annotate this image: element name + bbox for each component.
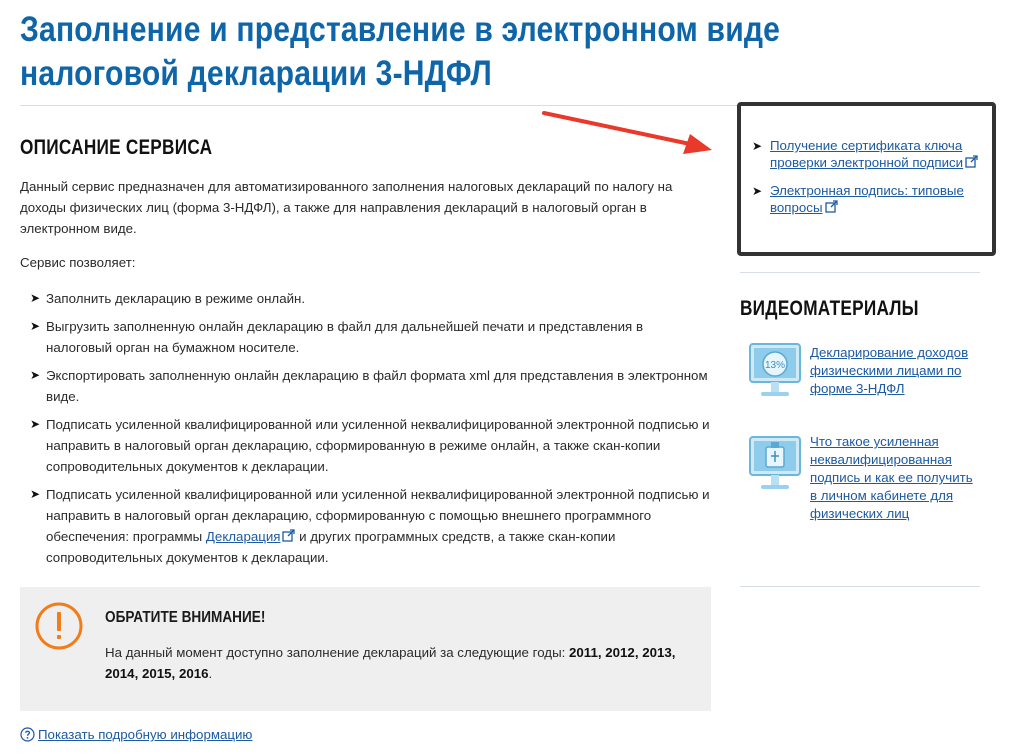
- more-info-link[interactable]: Показать подробную информацию: [38, 727, 253, 742]
- question-circle-icon[interactable]: [20, 727, 35, 742]
- feature-item: [30, 484, 710, 568]
- bullet-arrow-icon: ➤: [30, 487, 41, 501]
- svg-text:13%: 13%: [764, 360, 786, 371]
- notice-years: 2011, 2012, 2013, 2014, 2015, 2016: [105, 645, 676, 681]
- bullet-arrow-icon: ➤: [752, 184, 763, 198]
- sidebar-link-item: [750, 182, 990, 216]
- sidebar-divider: [740, 272, 980, 273]
- notice-text: [105, 642, 695, 684]
- sidebar-divider: [740, 586, 980, 587]
- video-link-3ndfl[interactable]: Декларирование доходов физическими лицами по форме 3-НДФЛ: [810, 345, 969, 396]
- monitor-usb-key-icon[interactable]: [744, 433, 806, 503]
- certificate-link[interactable]: Получение сертификата ключа проверки электронной подписи: [770, 138, 964, 170]
- feature-text: Заполнить декларацию в режиме онлайн.: [46, 291, 306, 306]
- feature-item: [30, 414, 710, 477]
- signature-links-list: [750, 137, 990, 227]
- red-arrow-annotation: [540, 108, 720, 158]
- feature-text: Подписать усиленной квалифицированной или усиленной неквалифицированной электронной подписью и направить в налоговый орган декларацию, сформированную в режиме онлайн, а также скан-копии сопроводительных документов к декларации.: [46, 417, 710, 474]
- feature-item: [30, 288, 710, 309]
- external-link-icon: [282, 529, 295, 542]
- feature-list: [30, 288, 710, 575]
- feature-text: Выгрузить заполненную онлайн декларацию в файл для дальнейшей печати и представления в налоговый орган на бумажном носителе.: [46, 319, 644, 355]
- video-heading: ВИДЕОМАТЕРИАЛЫ: [740, 297, 919, 320]
- notice-box: [20, 587, 711, 711]
- bullet-arrow-icon: ➤: [30, 319, 41, 333]
- external-link-icon: [825, 200, 838, 213]
- feature-text-start: Подписать усиленной квалифицированной или усиленной неквалифицированной электронной подписью и направить в налоговый орган декларацию, сформированную с помощью внешнего программного обеспечения: программы: [46, 487, 710, 544]
- bullet-arrow-icon: ➤: [30, 368, 41, 382]
- external-link-icon: [965, 155, 978, 168]
- notice-period: .: [208, 666, 213, 681]
- allows-label: Сервис позволяет:: [20, 255, 136, 270]
- bullet-arrow-icon: ➤: [30, 291, 41, 305]
- sidebar-link-item: [750, 137, 990, 171]
- video-item: [740, 340, 980, 420]
- feature-text: Экспортировать заполненную онлайн декларацию в файл формата xml для представления в электронном виде.: [46, 368, 708, 404]
- bullet-arrow-icon: ➤: [752, 139, 763, 153]
- feature-text-end: и других программных средств, а также скан-копии сопроводительных документов к декларации.: [46, 529, 616, 565]
- bullet-arrow-icon: ➤: [30, 417, 41, 431]
- description-heading: ОПИСАНИЕ СЕРВИСА: [20, 136, 213, 159]
- exclamation-circle-icon: [34, 601, 84, 651]
- feature-item: [30, 365, 710, 407]
- deklaratsiya-link[interactable]: Декларация: [205, 529, 281, 544]
- video-item: [740, 433, 980, 548]
- page-title: Заполнение и представление в электронном виде налоговой декларации 3-НДФЛ: [20, 10, 781, 93]
- video-link-e-signature[interactable]: Что такое усиленная неквалифицированная подпись и как ее получить в личном кабинете для физических лиц: [810, 434, 973, 521]
- notice-heading: ОБРАТИТЕ ВНИМАНИЕ!: [105, 609, 266, 626]
- more-info-row: [20, 726, 252, 744]
- e-signature-faq-link[interactable]: Электронная подпись: типовые вопросы: [770, 183, 964, 215]
- notice-body: На данный момент доступно заполнение деклараций за следующие годы:: [105, 645, 570, 660]
- description-text: Данный сервис предназначен для автоматизированного заполнения налоговых деклараций по налогу на доходы физических лиц (форма 3-НДФЛ), а также для направления деклараций в налоговый орган в электронном виде.: [20, 179, 673, 236]
- feature-item: [30, 316, 710, 358]
- monitor-percent-icon[interactable]: [744, 340, 806, 410]
- highlighted-links-box: [737, 102, 996, 256]
